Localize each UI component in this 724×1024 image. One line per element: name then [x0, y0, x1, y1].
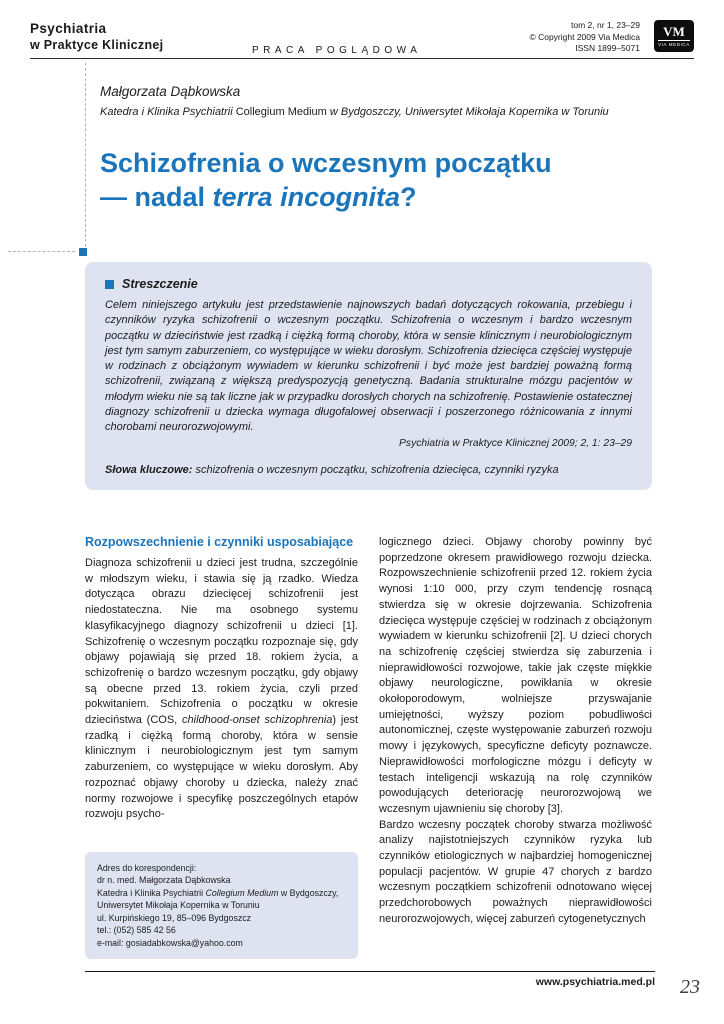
journal-title-line1: Psychiatria	[30, 21, 107, 36]
keywords-line	[105, 464, 632, 476]
logo-monogram: VM	[663, 23, 685, 39]
right-column	[379, 535, 652, 959]
journal-url: www.psychiatria.med.pl	[535, 976, 655, 988]
article-type-label: PRACA POGLĄDOWA	[252, 45, 422, 56]
left-paragraph-emphasis: childhood-onset schizophrenia	[182, 714, 333, 727]
correspondence-label: Adres do korespondencji:	[97, 862, 197, 873]
left-paragraph	[85, 556, 358, 823]
article-title	[100, 146, 660, 214]
logo-name: VIA MEDICA	[658, 40, 690, 48]
author-block	[100, 84, 648, 120]
page-header	[30, 20, 694, 58]
page-footer	[85, 971, 655, 988]
issue-info: tom 2, nr 1, 23–29	[571, 20, 640, 30]
section-heading: Rozpowszechnienie i czynniki usposabiające	[85, 535, 354, 549]
abstract-heading: Streszczenie	[122, 277, 198, 291]
corner-marker-square	[79, 248, 87, 256]
affiliation-text: Katedra i Klinika Psychiatrii	[100, 106, 236, 118]
abstract-bullet-square-icon	[105, 280, 114, 289]
left-paragraph-text: Diagnoza schizofrenii u dzieci jest trudna, szczególnie w młodszym wieku, i stawia się ją rzadko. Wiedza dotycząca obrazu dziecięcej schizofrenii jest niedostateczna. Nie ma osobnego systemu klasyfikacyjnego diagnozy schizofrenii u dzieci [1]. Schizofrenię o wczesnym początku rozpoznaje się, gdy objawy pojawiają się przed 18. rokiem życia, a schizofrenię o bardzo wczesnym początku, gdy objawy są obecne przed 13. rokiem życia, czyli przed pokwitaniem. Schizofrenia o początku w okresie dzieciństwa (COS,	[85, 557, 358, 727]
correspondence-university: Uniwersytet Mikołaja Kopernika w Toruniu	[97, 900, 260, 910]
right-paragraph-1: logicznego dzieci. Objawy choroby powinny być poprzedzone okresem prawidłowego rozwoju dziecka. Rozpowszechnienie schizofrenii przed 12. rokiem życia wynosi 1:10 000, przy czym tendencję rosnącą stwierdza się w okresie dojrzewania. Schizofrenia dziecięca występuje częściej w rodzinach z obciążonym wywiadem w kierunku schizofrenii [2]. U dzieci chorych na schizofrenię częściej stwierdza się zaburzenia i nieprawidłowości rozwojowe, takie jak częste miękkie objawy neurologiczne, powikłania w okresie okołoporodowym, wolniejsze przyswajanie umiejętności, wyższy poziom pobudliwości autonomicznej, częste występowanie zaburzeń rozwoju mowy i językowych, specyficzne deficyty poznawcze. Nieprawidłowości morfologiczne mózgu i deficyty w testach inteligencji wskazują na rolę czynników powodujących deteriorację neurorozwojową we wczesnym ujawnieniu się choroby [3].	[379, 536, 652, 815]
article-columns	[85, 535, 652, 959]
correspondence-street: ul. Kurpińskiego 19, 85–096 Bydgoszcz	[97, 912, 252, 923]
copyright-text: © Copyright 2009 Via Medica	[529, 31, 640, 42]
dashed-guide-horizontal	[8, 251, 75, 252]
title-line2-post: ?	[400, 182, 417, 212]
via-medica-logo	[654, 20, 694, 52]
title-line2-pre: — nadal	[100, 182, 213, 212]
title-line1: Schizofrenia o wczesnym początku	[100, 148, 552, 178]
author-name: Małgorzata Dąbkowska	[100, 84, 241, 99]
abstract-body: Celem niniejszego artykułu jest przedstawienie najnowszych badań dotyczących rokowania, przebiegu i czynników ryzyka schizofrenii o wczesnym początku. Schizofrenia o wczesnym i bardzo wczesnym początku w dzieciństwie jest rzadką i ciężką formą choroby, która w sensie klinicznym i neurobiologicznym jest tym samym zaburzeniem, co występujące w wieku dorosłym. Schizofrenia dziecięca częściej występuje w rodzinach z obciążonym wywiadem w kierunku schizofrenii i być może jest bardziej poważną formą schizofrenii, związaną z większą predyspozycją genetyczną. Badania strukturalne mózgu pacjentów w młodym wieku nie są tak liczne jak w przypadku dorosłych chorych na schizofrenię. Postawienie ostatecznej diagnozy schizofrenii u dziecka wymaga długofalowej obserwacji i poszerzonego różnicowania z innymi chorobami neurorozwojowymi.	[105, 299, 632, 434]
correspondence-affiliation-text: Katedra i Klinika Psychiatrii	[97, 887, 206, 898]
correspondence-email: e-mail: gosiadabkowska@yahoo.com	[97, 937, 243, 948]
right-paragraph-2: Bardzo wczesny początek choroby stwarza możliwość analizy najistotniejszych czynników ryzyka lub czynników etiologicznych w najbardziej homogenicznej populacji pacjentów. W grupie 47 chorych z bardzo wczesnym początkiem schizofrenii odnotowano więcej przedchorobowych poważnych nieprawidłowości neurorozwojowych, więcej zaburzeń cytogenetycznych	[379, 818, 652, 925]
correspondence-institution: Collegium Medium	[205, 887, 279, 898]
correspondence-box	[85, 852, 358, 960]
abstract-heading-row	[105, 277, 632, 291]
keywords-label: Słowa kluczowe:	[105, 463, 193, 476]
title-line2-emphasis: terra incognita	[212, 182, 401, 212]
author-affiliation	[100, 105, 648, 120]
left-column	[85, 535, 358, 959]
left-paragraph-text-cont: ) jest rzadką i ciężką formą choroby, która w sensie klinicznym i neurobiologicznym jest tym samym zaburzeniem, co występujące w wieku dorosłym. Aby rozpoznać objawy choroby u dziecka, należy znać normy rozwojowe i specyfikę poszczególnych etapów rozwoju psycho-	[85, 714, 358, 821]
correspondence-phone: tel.: (052) 585 42 56	[97, 925, 176, 935]
issn-text: ISSN 1899–5071	[575, 43, 640, 53]
correspondence-author: dr n. med. Małgorzata Dąbkowska	[97, 875, 231, 885]
journal-title	[30, 21, 163, 52]
page-number: 23	[680, 976, 700, 998]
abstract-box	[85, 262, 652, 490]
correspondence-affiliation-cont: w Bydgoszczy,	[278, 887, 339, 898]
issue-meta	[529, 20, 640, 55]
dashed-guide-vertical	[85, 63, 86, 247]
affiliation-institution: Collegium Medium	[235, 106, 327, 118]
header-divider	[30, 58, 694, 59]
correspondence-affiliation	[97, 887, 346, 900]
journal-title-line2: w Praktyce Klinicznej	[30, 38, 164, 52]
abstract-citation: Psychiatria w Praktyce Klinicznej 2009; 2, 1: 23–29	[399, 437, 632, 449]
affiliation-text-cont: w Bydgoszczy, Uniwersytet Mikołaja Kopernika w Toruniu	[326, 106, 609, 118]
keywords-text: schizofrenia o wczesnym początku, schizofrenia dziecięca, czynniki ryzyka	[192, 463, 559, 476]
